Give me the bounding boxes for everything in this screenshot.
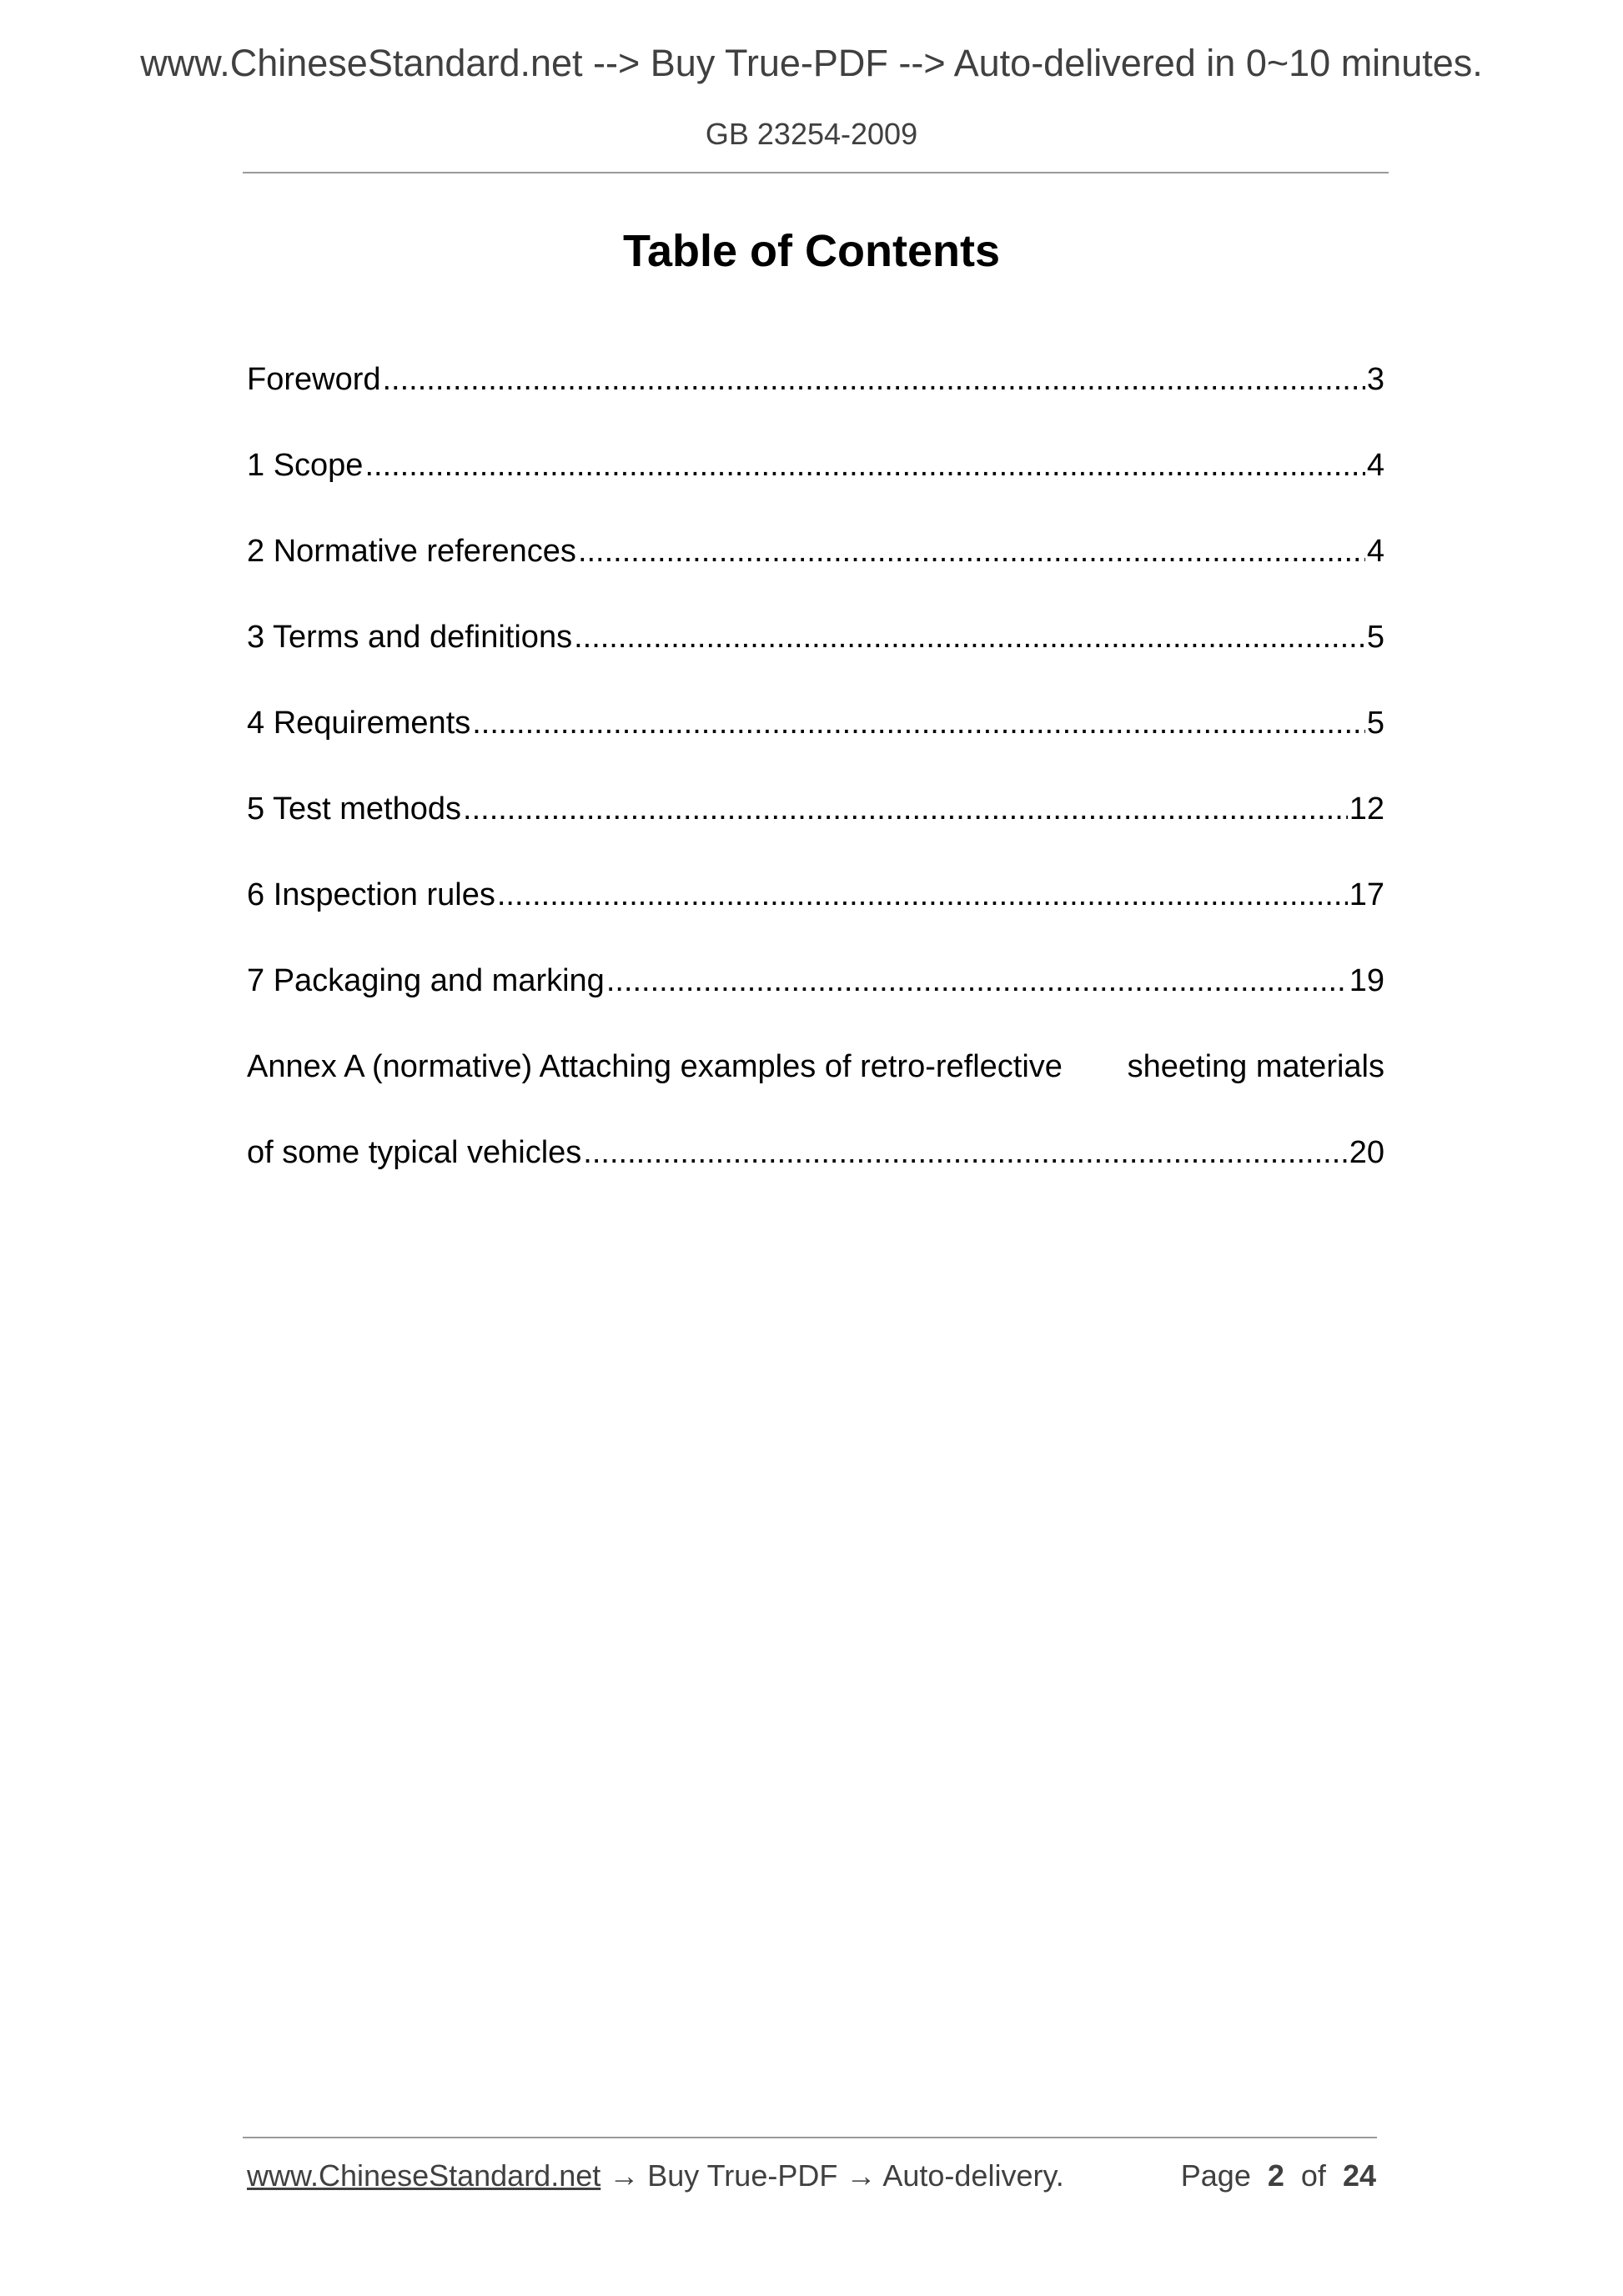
page-footer	[247, 2158, 1376, 2193]
toc-entry-test-methods[interactable]	[247, 784, 1384, 870]
toc-leader-dots	[472, 698, 1365, 748]
toc-leader-dots	[583, 1128, 1347, 1178]
toc-entry-label: 5 Test methods	[247, 791, 462, 826]
toc-leader-dots	[606, 956, 1348, 1006]
toc-entry-label: Foreword	[247, 362, 381, 397]
document-code: GB 23254-2009	[705, 117, 918, 151]
toc-entry-page: 17	[1349, 877, 1384, 912]
toc-leader-dots	[497, 870, 1348, 920]
toc-entry-label: of some typical vehicles	[247, 1135, 582, 1170]
toc-entry-label: 4 Requirements	[247, 706, 471, 741]
toc-leader-dots	[364, 440, 1364, 490]
toc-entry-label-continued: sheeting materials	[1127, 1049, 1384, 1084]
toc-entry-foreword[interactable]	[247, 354, 1384, 440]
toc-entry-label: Annex A (normative) Attaching examples of retro-reflective	[247, 1049, 1063, 1084]
toc-entry-terms-and-definitions[interactable]	[247, 612, 1384, 698]
toc-entry-page: 3	[1366, 362, 1384, 397]
toc-leader-dots	[574, 612, 1365, 662]
arrow-right-icon: →	[837, 2158, 883, 2193]
toc-entry-annex-a[interactable]	[247, 1042, 1384, 1128]
footer-buy-text: Buy True-PDF	[647, 2158, 838, 2193]
toc-entry-label: 3 Terms and definitions	[247, 620, 573, 655]
toc-leader-dots	[578, 526, 1365, 576]
page-title: Table of Contents	[623, 226, 1000, 276]
toc-entry-requirements[interactable]	[247, 698, 1384, 784]
page-number	[1181, 2158, 1376, 2193]
top-banner: www.ChineseStandard.net --> Buy True-PDF --> Auto-delivered in 0~10 minutes.	[140, 42, 1483, 84]
toc-entry-inspection-rules[interactable]	[247, 870, 1384, 956]
toc-entry-page: 4	[1366, 448, 1384, 483]
footer-site-link[interactable]: www.ChineseStandard.net	[247, 2158, 601, 2193]
of-word: of	[1300, 2158, 1326, 2193]
footer-divider	[243, 2137, 1377, 2138]
toc-leader-dots	[383, 354, 1365, 404]
footer-delivery-text: Auto-delivery.	[882, 2158, 1064, 2193]
toc-entry-page: 5	[1366, 620, 1384, 655]
toc-entry-page: 5	[1366, 706, 1384, 741]
toc-entry-normative-references[interactable]	[247, 526, 1384, 612]
arrow-right-icon: →	[600, 2158, 648, 2193]
toc-entry-label: 7 Packaging and marking	[247, 963, 605, 998]
table-of-contents	[247, 354, 1384, 1213]
toc-entry-page: 20	[1349, 1135, 1384, 1170]
footer-promo	[247, 2158, 1064, 2193]
toc-entry-page: 4	[1366, 534, 1384, 569]
header-divider	[243, 172, 1389, 173]
toc-entry-annex-a-continued[interactable]	[247, 1128, 1384, 1213]
total-pages: 24	[1342, 2158, 1376, 2193]
toc-leader-dots	[463, 784, 1348, 834]
toc-entry-page: 19	[1349, 963, 1384, 998]
toc-entry-page: 12	[1349, 791, 1384, 826]
toc-entry-packaging-and-marking[interactable]	[247, 956, 1384, 1042]
toc-entry-scope[interactable]	[247, 440, 1384, 526]
page-word: Page	[1180, 2158, 1251, 2193]
current-page: 2	[1267, 2158, 1284, 2193]
toc-entry-label: 1 Scope	[247, 448, 364, 483]
toc-entry-label: 2 Normative references	[247, 534, 576, 569]
toc-entry-label: 6 Inspection rules	[247, 877, 495, 912]
